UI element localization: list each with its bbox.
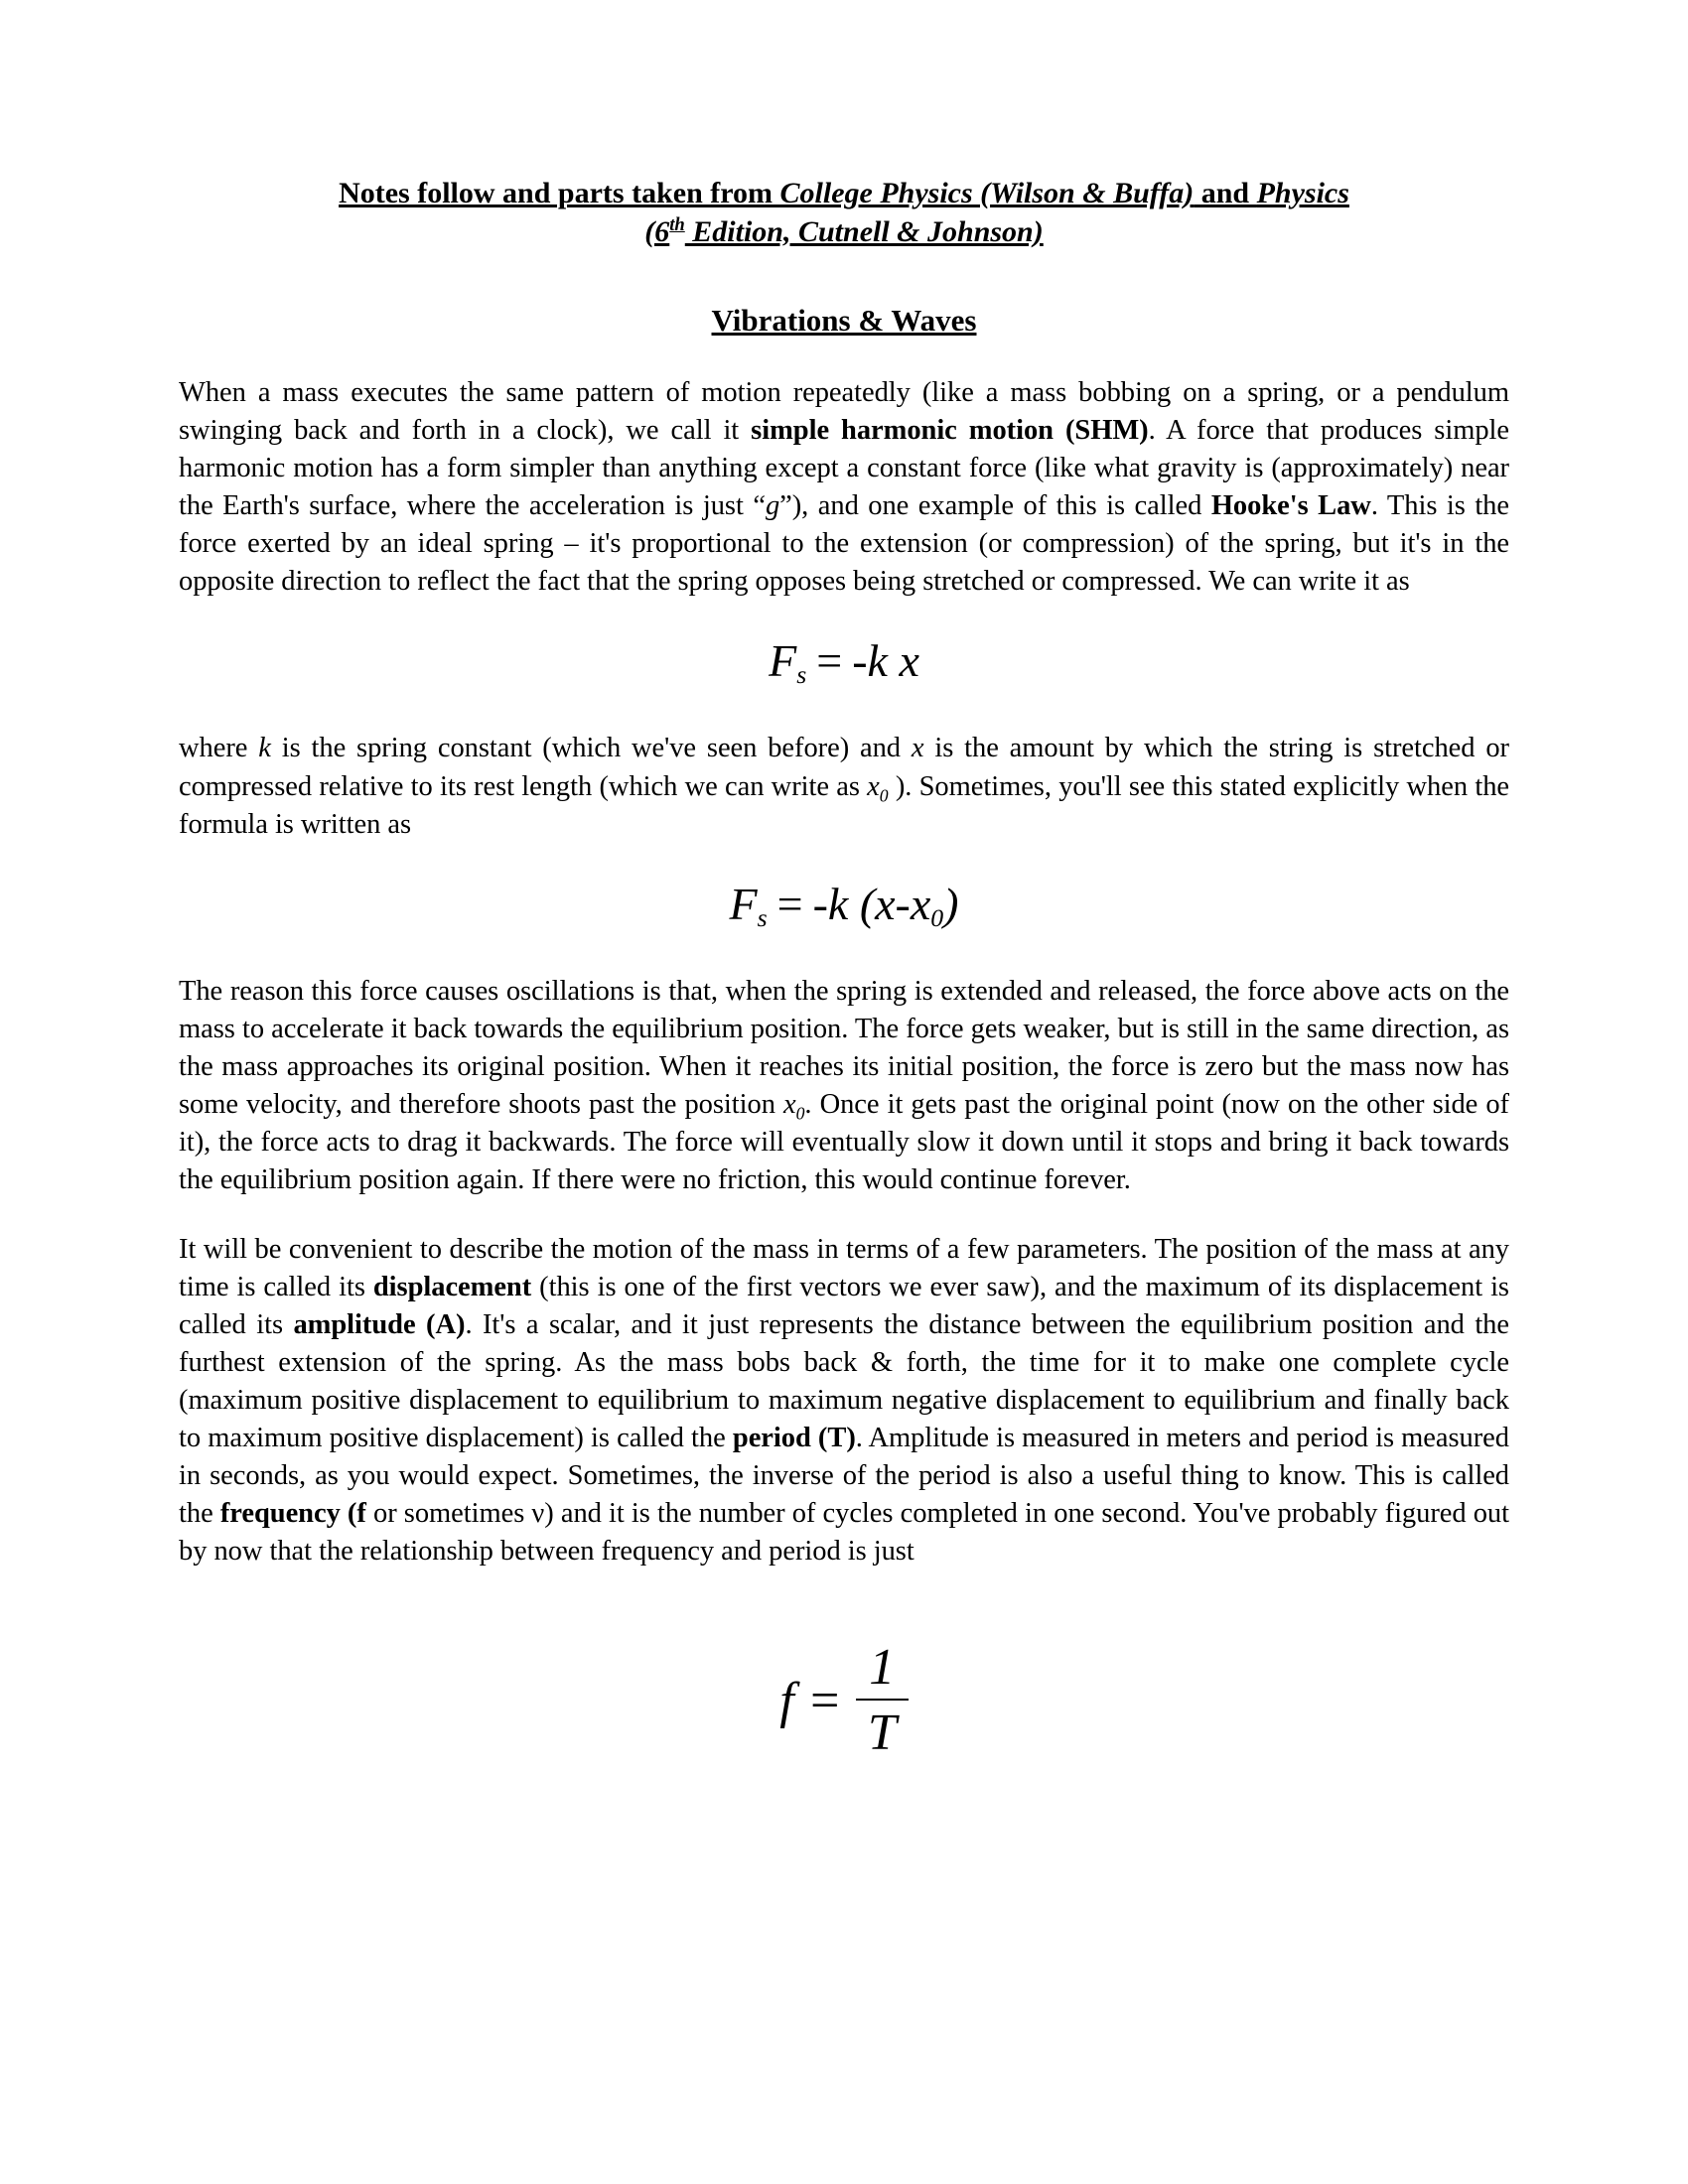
header-line1-connector: and xyxy=(1194,177,1257,209)
p1-segment-a: When a mass executes the same pattern of motion repeatedly (like a mass bobbing on a spring, or a pendulum swinging back and forth in a clock), we call it xyxy=(179,377,1509,447)
eq2-rhs-a: -k (x-x xyxy=(812,878,931,929)
p2-segment-d: ). Sometimes, you'll see this stated explicitly when the formula is written as xyxy=(179,770,1509,840)
p1-italic-g: g xyxy=(765,490,780,522)
eq1-lhs-subscript: s xyxy=(796,660,807,690)
p1-segment-c: . A force that produces simple harmonic motion has a form simpler than anything except a constant force (like what gravity is (approximately) near the Earth's surface, where the acceleration is just “ xyxy=(179,415,1509,522)
p4-bold-displacement: displacement xyxy=(372,1272,532,1303)
p4-segment-a: It will be convenient to describe the motion of the mass in terms of a few parameters. The position of the mass at any time is called its xyxy=(179,1234,1509,1303)
eq3-numerator: 1 xyxy=(869,1638,896,1696)
p3-italic-x: x xyxy=(783,1088,796,1120)
p2-segment-c: is the amount by which the string is stretched or compressed relative to its rest length (which we can write as xyxy=(179,733,1509,802)
p4-bold-amplitude: amplitude (A) xyxy=(293,1309,466,1341)
document-header xyxy=(179,174,1509,251)
equation-hookes-law xyxy=(179,634,1509,690)
p4-bold-frequency: frequency (f xyxy=(219,1498,366,1530)
p2-segment-b: is the spring constant (which we've seen before) and xyxy=(270,733,912,764)
paragraph-oscillation-explanation xyxy=(179,973,1509,1199)
eq1-operator: = xyxy=(816,635,843,687)
header-line1-italic-title-2: Physics xyxy=(1256,177,1349,209)
eq2-lhs: F xyxy=(729,878,758,929)
eq2-rhs-b: ) xyxy=(943,878,959,929)
eq3-fraction xyxy=(856,1638,909,1762)
eq3-lhs: f = xyxy=(779,1672,842,1729)
p4-segment-e: or sometimes ν) and it is the number of cycles completed in one second. You've probably figured out by now that the relationship between frequency and period is just xyxy=(179,1498,1510,1568)
p4-segment-d: . Amplitude is measured in meters and period is measured in seconds, as you would expect. Sometimes, the inverse of the period is also a useful thing to know. This is called the xyxy=(179,1423,1509,1530)
equation-hookes-law-explicit xyxy=(179,878,1509,933)
header-line2-superscript: th xyxy=(669,214,685,235)
paragraph-intro xyxy=(179,374,1509,601)
eq2-operator: = xyxy=(776,878,803,929)
header-line2-suffix: Edition, Cutnell & Johnson) xyxy=(684,215,1044,248)
eq1-lhs: F xyxy=(769,635,797,687)
header-line1-italic-title-1: College Physics (Wilson & Buffa) xyxy=(779,177,1195,209)
eq2-lhs-subscript: s xyxy=(757,902,768,932)
paragraph-parameters xyxy=(179,1231,1509,1570)
p1-segment-e: . This is the force exerted by an ideal spring – it's proportional to the extension (or compression) of the spring, but it's in the opposite direction to reflect the fact that the spring opposes being stretched or compressed. We can write it as xyxy=(179,490,1509,598)
equation-frequency-period xyxy=(179,1638,1509,1762)
p4-segment-c: . It's a scalar, and it just represents the distance between the equilibrium position and the furthest extension of the spring. As the mass bobs back & forth, the time for it to make one complete cycle (maximum positive displacement to equilibrium to maximum negative displacement to equilibrium and finally back to maximum positive displacement) is called the xyxy=(179,1309,1509,1454)
p1-bold-shm: simple harmonic motion (SHM) xyxy=(751,415,1149,447)
eq3-fraction-bar xyxy=(856,1699,909,1701)
p4-bold-period: period (T) xyxy=(732,1423,856,1454)
header-line1-prefix: Notes follow and parts taken from xyxy=(339,177,780,209)
p2-italic-k: k xyxy=(258,733,271,764)
p3-segment-a: The reason this force causes oscillations is that, when the spring is extended and released, the force above acts on the mass to accelerate it back towards the equilibrium position. The force gets weaker, but is still in the same direction, as the mass approaches its original position. When it reaches its initial position, the force is zero but the mass now has some velocity, and therefore shoots past the position xyxy=(179,975,1509,1120)
eq1-rhs: -k x xyxy=(852,635,919,687)
p3-segment-b: . Once it gets past the original point (now on the other side of it), the force acts to drag it backwards. The force will eventually slow it down until it stops and bring it back towards the equilibrium position again. If there were no friction, this would continue forever. xyxy=(179,1088,1509,1196)
p1-segment-d: ”), and one example of this is called xyxy=(779,490,1211,522)
p4-segment-b: (this is one of the first vectors we ever saw), and the maximum of its displacement is called its xyxy=(179,1272,1509,1341)
section-title: Vibrations & Waves xyxy=(711,303,977,338)
p2-italic-x0: x xyxy=(867,770,880,802)
eq3-denominator: T xyxy=(867,1705,897,1762)
p2-subscript-zero: 0 xyxy=(879,785,889,806)
p1-bold-hookes-law: Hooke's Law xyxy=(1210,490,1371,522)
p3-subscript-zero: 0 xyxy=(795,1103,805,1124)
p2-italic-x: x xyxy=(911,733,924,764)
eq2-rhs-subscript: 0 xyxy=(930,902,944,932)
header-line2-prefix: (6 xyxy=(644,215,670,248)
paragraph-spring-constant xyxy=(179,730,1509,843)
p2-segment-a: where xyxy=(179,733,259,764)
